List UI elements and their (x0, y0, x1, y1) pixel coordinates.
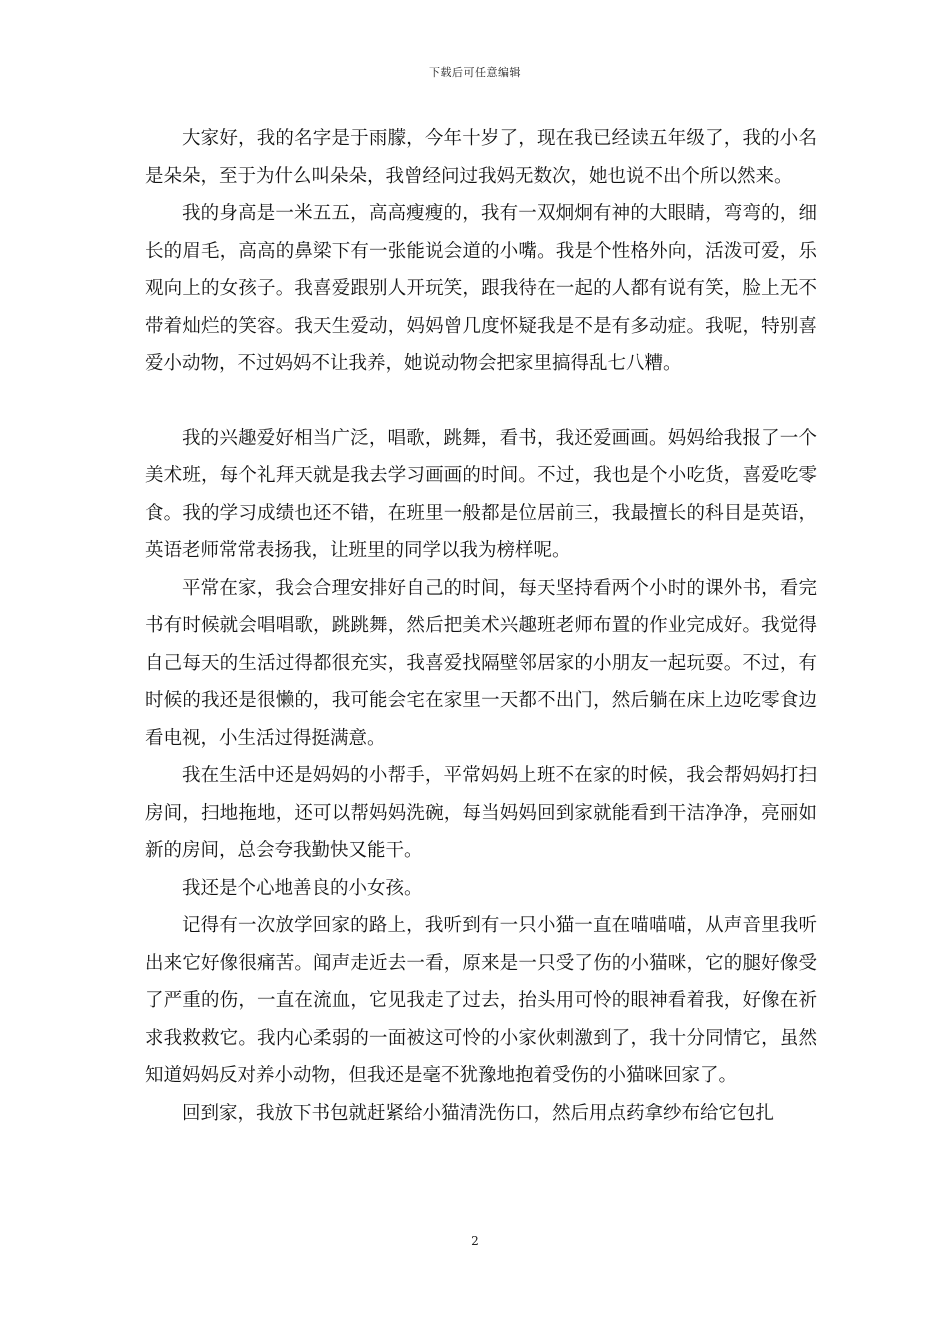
paragraph-intro: 大家好，我的名字是于雨朦，今年十岁了，现在我已经读五年级了，我的小名是朵朵，至于为什么叫朵朵，我曾经问过我妈无数次，她也说不出个所以然来。 (145, 128, 817, 187)
page-number: 2 (471, 1234, 479, 1248)
paragraph-appearance: 我的身高是一米五五，高高瘦瘦的，我有一双炯炯有神的大眼睛，弯弯的，细长的眉毛，高高的鼻梁下有一张能说会道的小嘴。我是个性格外向，活泼可爱，乐观向上的女孩子。我喜爱跟别人开玩笑，跟我待在一起的人都有说有笑，脸上无不带着灿烂的笑容。我天生爱动，妈妈曾几度怀疑我是不是有多动症。我呢，特别喜爱小动物，不过妈妈不让我养，她说动物会把家里搞得乱七八糟。 (145, 203, 817, 374)
paragraph-cat-care: 回到家，我放下书包就赶紧给小猫清洗伤口，然后用点药拿纱布给它包扎 (182, 1102, 775, 1124)
paragraph-hobbies: 我的兴趣爱好相当广泛，唱歌，跳舞，看书，我还爱画画。妈妈给我报了一个美术班，每个礼拜天就是我去学习画画的时间。不过，我也是个小吃货，喜爱吃零食。我的学习成绩也还不错，在班里一般都是位居前三，我最擅长的科目是英语，英语老师常常表扬我，让班里的同学以我为榜样呢。 (145, 427, 817, 561)
paragraph-cat-story: 记得有一次放学回家的路上，我听到有一只小猫一直在喵喵喵，从声音里我听出来它好像很痛苦。闻声走近去一看，原来是一只受了伤的小猫咪，它的腿好像受了严重的伤，一直在流血，它见我走了过去，抬头用可怜的眼神看着我，好像在祈求我救救它。我内心柔弱的一面被这可怜的小家伙刺激到了，我十分同情它，虽然知道妈妈反对养小动物，但我还是毫不犹豫地抱着受伤的小猫咪回家了。 (145, 915, 817, 1086)
paragraph-helper: 我在生活中还是妈妈的小帮手，平常妈妈上班不在家的时候，我会帮妈妈打扫房间，扫地拖地，还可以帮妈妈洗碗，每当妈妈回到家就能看到干洁净净，亮丽如新的房间，总会夸我勤快又能干。 (145, 765, 817, 861)
paragraph-kindness: 我还是个心地善良的小女孩。 (182, 877, 423, 899)
document-body (145, 120, 817, 1132)
page-header: 下载后可任意编辑 (429, 66, 521, 79)
paragraph-daily-life: 平常在家，我会合理安排好自己的时间，每天坚持看两个小时的课外书，看完书有时候就会唱唱歌，跳跳舞，然后把美术兴趣班老师布置的作业完成好。我觉得自己每天的生活过得都很充实，我喜爱找隔壁邻居家的小朋友一起玩耍。不过，有时候的我还是很懒的，我可能会宅在家里一天都不出门，然后躺在床上边吃零食边看电视，小生活过得挺满意。 (145, 577, 817, 749)
